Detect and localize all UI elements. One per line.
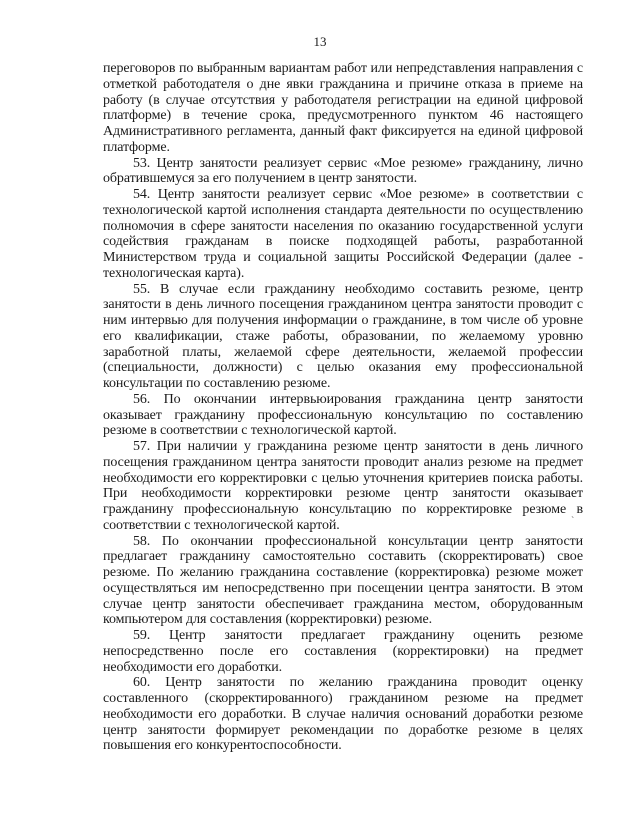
paragraph-54: 54. Центр занятости реализует сервис «Мое резюме» в соответствии с технологической картой исполнения стандарта деятельности по осуществлению полномочия в сфере занятости населения по оказанию государственной услуги содействия гражданам в поиске подходящей работы, разработанной Министерством труда и социальной защиты Российской Федерации (далее - технологическая карта). bbox=[103, 187, 583, 281]
paragraph-57: 57. При наличии у гражданина резюме центр занятости в день личного посещения гражданином центра занятости проводит анализ резюме на предмет необходимости его корректировки с целью уточнения критериев поиска работы. При необходимости корректировки резюме центр занятости оказывает гражданину профессиональную консультацию по корректировке резюме в соответствии с технологической картой. bbox=[103, 439, 583, 533]
paragraph-continuation: переговоров по выбранным вариантам работ или непредставления направления с отметкой работодателя о дне явки гражданина и причине отказа в приеме на работу (в случае отсутствия у работодателя регистрации на единой цифровой платформе) в течение срока, предусмотренного пунктом 46 настоящего Административного регламента, данный факт фиксируется на единой цифровой платформе. bbox=[103, 61, 583, 155]
paragraph-53: 53. Центр занятости реализует сервис «Мое резюме» гражданину, лично обратившемуся за его получением в центр занятости. bbox=[103, 155, 583, 187]
paragraph-58: 58. По окончании профессиональной консультации центр занятости предлагает гражданину самостоятельно составить (скорректировать) свое резюме. По желанию гражданина составление (корректировка) резюме может осуществляться им непосредственно при посещении центра занятости. В этом случае центр занятости обеспечивает гражданина местом, оборудованным компьютером для составления (корректировки) резюме. bbox=[103, 533, 583, 628]
document-body bbox=[103, 61, 583, 754]
paragraph-59: 59. Центр занятости предлагает гражданину оценить резюме непосредственно после его составления (корректировки) на предмет необходимости его доработки. bbox=[103, 628, 583, 675]
paragraph-55: 55. В случае если гражданину необходимо составить резюме, центр занятости в день личного посещения гражданином центра занятости проводит с ним интервью для получения информации о гражданине, в том числе об уровне его квалификации, стаже работы, образовании, по желаемому уровню заработной платы, желаемой сфере деятельности, желаемой профессии (специальности, должности) с целью оказания ему профессиональной консультации по составлению резюме. bbox=[103, 281, 583, 391]
paragraph-60: 60. Центр занятости по желанию гражданина проводит оценку составленного (скорректированного) гражданином резюме на предмет необходимости его доработки. В случае наличия оснований доработки резюме центр занятости формирует рекомендации по доработке резюме в целях повышения его конкурентоспособности. bbox=[103, 675, 583, 754]
scan-speck: ˋ bbox=[571, 516, 575, 527]
paragraph-56: 56. По окончании интервьюирования гражданина центр занятости оказывает гражданину профессиональную консультацию по составлению резюме в соответствии с технологической картой. bbox=[103, 391, 583, 439]
page-number: 13 bbox=[313, 34, 327, 49]
